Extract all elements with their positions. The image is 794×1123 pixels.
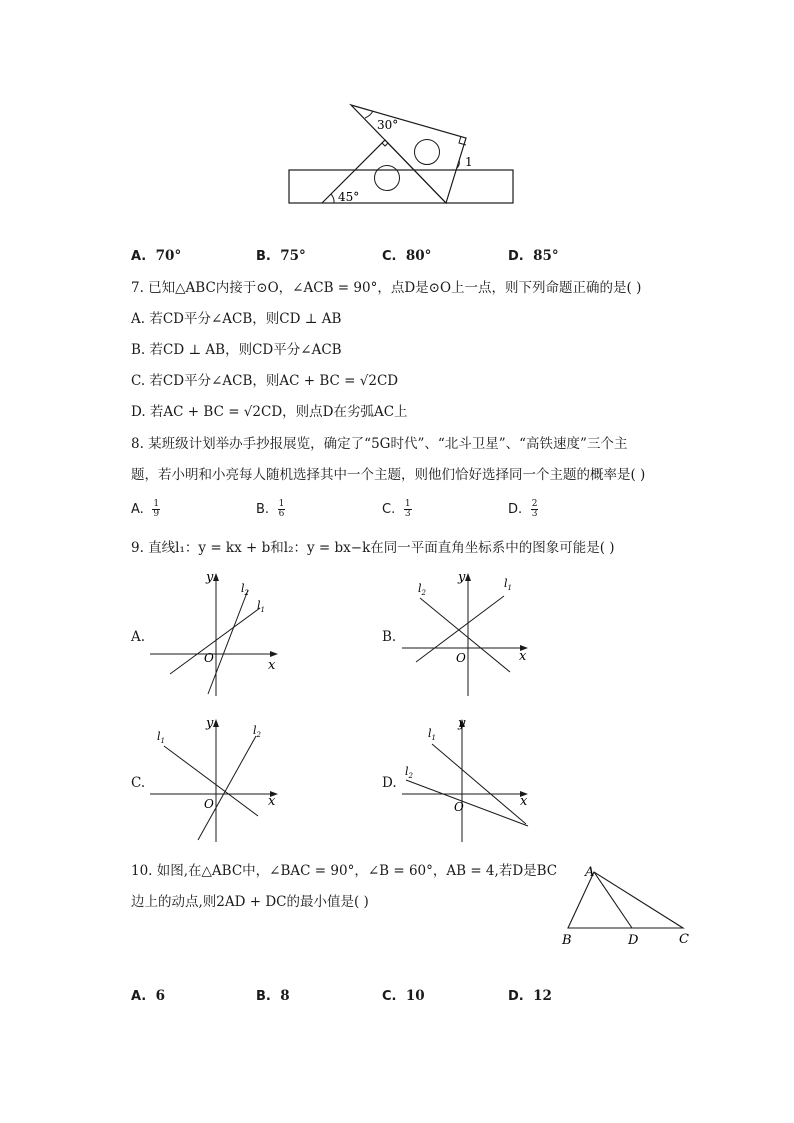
q9-graph-d[interactable] [400,716,534,844]
q7-option-c[interactable]: C. 若CD平分∠ACB，则AC + BC = √2CD [131,373,399,389]
svg-text:B: B [562,933,572,948]
q7-option-b[interactable]: B. 若CD ⊥ AB，则CD平分∠ACB [131,342,342,358]
q10-option-a[interactable]: A. 6 [131,988,166,1004]
q9-graph-b[interactable] [400,570,530,698]
svg-text:l1: $l_1$ [257,599,265,614]
q9-option-d-label[interactable]: D. [382,775,397,791]
angle-30-label: 30° [377,118,399,132]
set-square-hole-1 [375,166,400,191]
svg-text:y: y [206,716,214,731]
q10-stem-line2: 边上的动点,则2AD + DC的最小值是( ) [131,894,369,910]
q7-option-a[interactable]: A. 若CD平分∠ACB，则CD ⊥ AB [131,311,342,327]
svg-text:O: O [456,651,466,665]
line-l2 [198,736,256,840]
svg-text:l2: $l_2$ [241,582,249,597]
q8-option-b[interactable]: B. $\frac{1}{6}$ [256,499,285,519]
svg-text:O: O [204,651,214,665]
svg-text:y: y [206,570,214,585]
line-l2 [406,780,528,826]
q9-stem: 9. 直线l₁：y = kx + b和l₂：y = bx−k在同一平面直角坐标系中的图象可能是( ) [131,540,615,556]
fraction: $\frac{1}{6}$ [278,499,285,519]
svg-text:O: O [454,800,464,814]
q6-option-d[interactable]: D. 85° [508,248,559,264]
q9-option-a-label[interactable]: A. [131,629,146,645]
q7-stem: 7. 已知△ABC内接于⊙O，∠ACB = 90°，点D是⊙O上一点，则下列命题正确的是( ) [131,280,642,296]
q10-option-c[interactable]: C. 10 [382,988,425,1004]
q6-option-c[interactable]: C. 80° [382,248,432,264]
svg-text:C: C [679,932,689,947]
q10-option-d[interactable]: D. 12 [508,988,552,1004]
svg-text:x: x [519,649,527,664]
segment-ad [594,872,632,928]
fraction: $\frac{1}{9}$ [153,499,160,519]
fraction: $\frac{1}{3}$ [404,499,411,519]
angle-45-label: 45° [338,190,360,204]
q9-option-b-label[interactable]: B. [382,629,397,645]
q7-option-d[interactable]: D. 若AC + BC = √2CD，则点D在劣弧AC上 [131,404,408,420]
svg-text:A: A [585,865,595,880]
q9-graph-c[interactable] [148,716,282,844]
q6-figure [280,98,525,208]
svg-text:y: y [458,570,466,585]
set-square-30 [351,105,466,203]
q6-option-a[interactable]: A. 70° [131,248,182,264]
svg-text:D: D [628,933,639,948]
svg-text:y: y [458,716,466,731]
line-l1 [170,608,260,674]
q10-stem-line1: 10. 如图,在△ABC中，∠BAC = 90°，∠B = 60°，AB = 4,若D是BC [131,863,558,879]
q8-option-d[interactable]: D. $\frac{2}{3}$ [508,499,538,519]
svg-text:x: x [520,794,528,809]
svg-text:l2: $l_2$ [418,582,426,597]
svg-text:x: x [268,658,276,673]
q8-stem-line2: 题，若小明和小亮每人随机选择其中一个主题，则他们恰好选择同一个主题的概率是( ) [131,467,646,483]
q9-graph-a[interactable] [150,570,280,698]
q10-triangle-figure [556,860,696,952]
svg-text:l2: $l_2$ [405,765,413,780]
svg-text:x: x [268,794,276,809]
ruler-shape [289,170,513,203]
svg-text:l1: $l_1$ [157,730,165,745]
angle-1-label: 1 [465,155,473,169]
svg-text:l2: $l_2$ [253,724,261,739]
q8-option-a[interactable]: A. $\frac{1}{9}$ [131,499,160,519]
svg-text:l1: $l_1$ [504,577,512,592]
svg-text:l1: $l_1$ [428,727,436,742]
svg-text:O: O [204,797,214,811]
q10-option-b[interactable]: B. 8 [256,988,290,1004]
q6-option-b[interactable]: B. 75° [256,248,306,264]
set-square-hole-2 [415,140,440,165]
q8-option-c[interactable]: C. $\frac{1}{3}$ [382,499,411,519]
q9-option-c-label[interactable]: C. [131,775,146,791]
fraction: $\frac{2}{3}$ [531,499,538,519]
line-l1 [432,744,526,824]
q8-stem-line1: 8. 某班级计划举办手抄报展览，确定了“5G时代”、“北斗卫星”、“高铁速度”三个主 [131,436,628,452]
